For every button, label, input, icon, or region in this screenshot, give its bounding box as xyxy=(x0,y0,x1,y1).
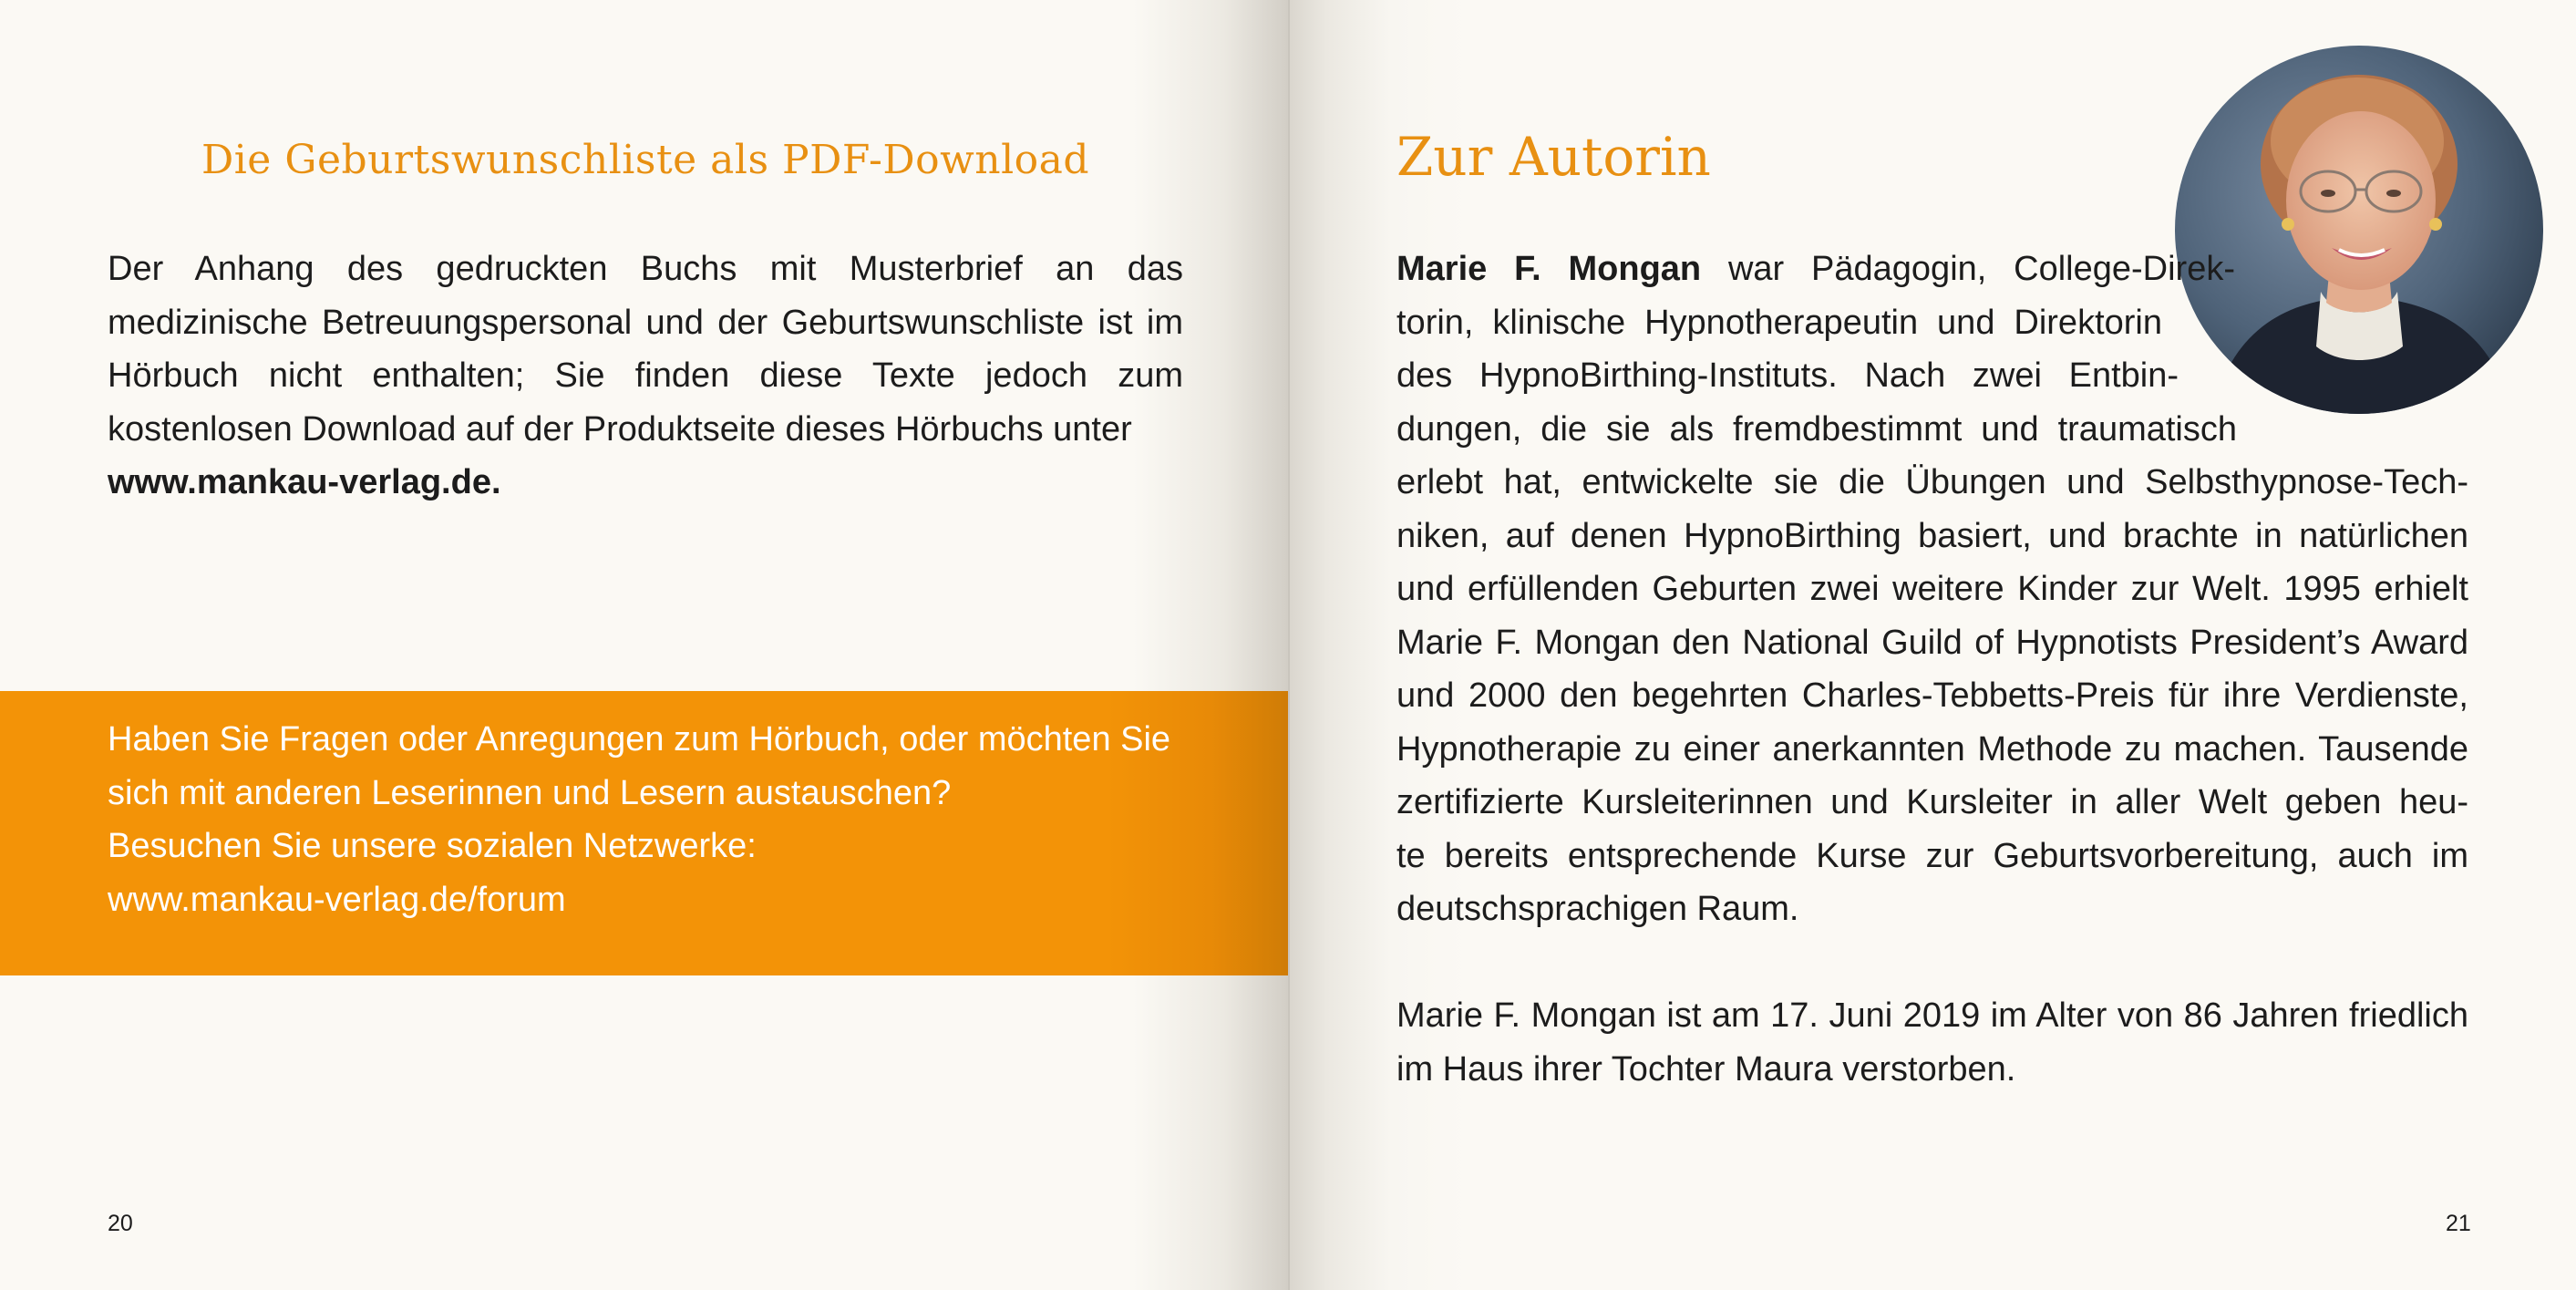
bio-line: und erfüllenden Geburten zwei weitere Kinder zur Welt. 1995 erhielt xyxy=(1396,570,2468,608)
download-paragraph-text: Der Anhang des gedruckten Buchs mit Musterbrief an das medizinische Betreuungspersonal und der Geburtswunschliste ist im Hörbuch nicht enthalten; Sie finden diese Texte jedoch zum kostenlosen Download auf der Produktseite dieses Hörbuchs unter xyxy=(108,250,1183,449)
author-bio xyxy=(1396,243,2468,1096)
publisher-url[interactable]: www.mankau-verlag.de. xyxy=(108,463,501,501)
paragraph-spacer xyxy=(1396,936,2468,990)
download-paragraph xyxy=(108,243,1183,510)
book-gutter xyxy=(1288,0,1290,1290)
bio-line: Hypnotherapie zu einer anerkannten Methode zu machen. Tausende xyxy=(1396,729,2468,769)
bio-wrapped-lines xyxy=(1396,243,2235,456)
section-heading-author: Zur Autorin xyxy=(1396,126,1711,188)
closing-line: im Haus ihrer Tochter Maura verstorben. xyxy=(1396,1049,2016,1089)
bio-line: niken, auf denen HypnoBirthing basiert, und brachte in natürlichen xyxy=(1396,516,2468,555)
forum-url[interactable]: www.mankau-verlag.de/forum xyxy=(108,880,566,919)
page-number-right: 21 xyxy=(2446,1211,2471,1236)
bio-line: torin, klinische Hypnotherapeutin und Direktorin xyxy=(1396,303,2162,342)
bio-line: erlebt hat, entwickelte sie die Übungen und Selbsthypnose-Tech- xyxy=(1396,463,2468,501)
bio-line: und 2000 den begehrten Charles-Tebbetts-Preis für ihre Verdienste, xyxy=(1396,676,2468,715)
bio-line-first xyxy=(1396,243,2235,296)
page-number-left: 20 xyxy=(108,1211,133,1236)
closing-line: Marie F. Mongan ist am 17. Juni 2019 im Alter von 86 Jahren friedlich xyxy=(1396,996,2468,1035)
bio-line: Marie F. Mongan den National Guild of Hypnotists President’s Award xyxy=(1396,623,2468,662)
banner-text xyxy=(108,713,1247,926)
bio-line: zertifizierte Kursleiterinnen und Kursleiter in aller Welt geben heu- xyxy=(1396,783,2468,821)
banner-line: sich mit anderen Leserinnen und Lesern austauschen? xyxy=(108,773,952,812)
section-heading-pdf-download: Die Geburtswunschliste als PDF-Download xyxy=(201,137,1090,183)
bio-line: deutschsprachigen Raum. xyxy=(1396,890,1799,928)
bio-line: des HypnoBirthing-Instituts. Nach zwei Entbin- xyxy=(1396,356,2179,395)
bio-full-lines xyxy=(1396,456,2468,1096)
banner-line: Haben Sie Fragen oder Anregungen zum Hörbuch, oder möchten Sie xyxy=(108,720,1171,759)
forum-banner xyxy=(0,691,1288,975)
author-name: Marie F. Mongan xyxy=(1396,250,1702,288)
bio-line: te bereits entsprechende Kurse zur Geburtsvorbereitung, auch im xyxy=(1396,836,2468,875)
bio-line-text: war Pädagogin, College-Direk- xyxy=(1701,250,2236,288)
banner-line: Besuchen Sie unsere sozialen Netzwerke: xyxy=(108,827,757,865)
bio-line: dungen, die sie als fremdbestimmt und traumatisch xyxy=(1396,409,2237,449)
